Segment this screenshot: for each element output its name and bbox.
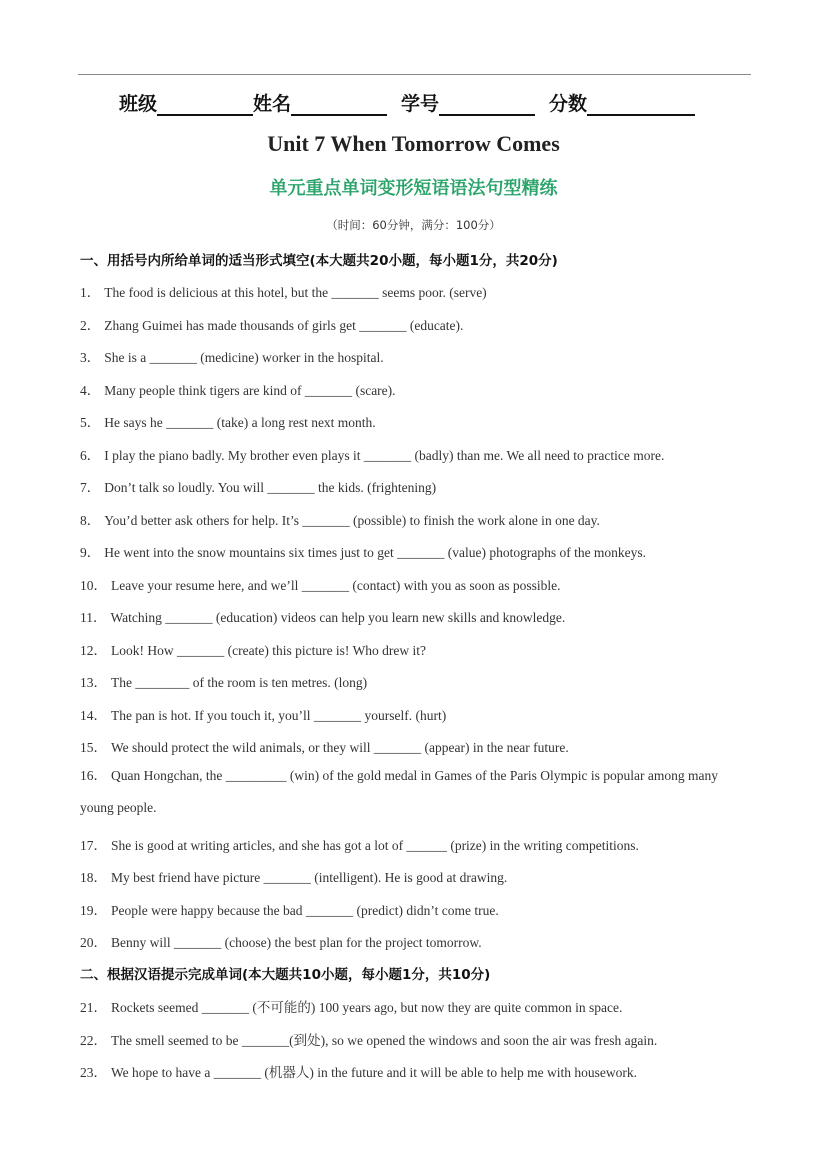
question-number: 21． (80, 1000, 107, 1015)
question-number: 4． (80, 383, 101, 398)
question-text: People were happy because the bad _______ (predict) didn’t come true. (111, 903, 499, 918)
question-item (80, 444, 730, 464)
class-blank[interactable] (157, 92, 253, 116)
question-text: Leave your resume here, and we’ll _______ (contact) with you as soon as possible. (111, 578, 561, 593)
top-rule (78, 74, 751, 75)
question-number: 22． (80, 1033, 107, 1048)
question-item (80, 1029, 730, 1049)
question-number: 17． (80, 838, 107, 853)
question-item (80, 1061, 730, 1081)
question-item (80, 606, 730, 626)
question-item (80, 639, 730, 659)
question-text: He says he _______ (take) a long rest next month. (104, 415, 376, 430)
question-text: Look! How _______ (create) this picture is! Who drew it? (111, 643, 427, 658)
question-item (80, 411, 730, 431)
question-item (80, 834, 730, 854)
question-text: We hope to have a _______ (机器人) in the future and it will be able to help me with housework. (111, 1065, 638, 1080)
student-no-label: 学号 (401, 93, 440, 115)
question-item (80, 760, 730, 824)
question-item (80, 671, 730, 691)
name-field (253, 89, 387, 116)
question-text: Zhang Guimei has made thousands of girls get _______ (educate). (104, 318, 464, 333)
question-text: He went into the snow mountains six times just to get _______ (value) photographs of the monkeys. (104, 545, 647, 560)
question-text: We should protect the wild animals, or they will _______ (appear) in the near future. (111, 740, 569, 755)
question-text: Don’t talk so loudly. You will _______ the kids. (frightening) (104, 480, 437, 495)
question-item (80, 476, 730, 496)
question-item (80, 931, 730, 951)
question-text: She is a _______ (medicine) worker in the hospital. (104, 350, 384, 365)
question-item (80, 704, 730, 724)
question-item (80, 736, 730, 756)
question-item (80, 314, 730, 334)
student-no-blank[interactable] (439, 92, 535, 116)
question-number: 1． (80, 285, 101, 300)
question-number: 10． (80, 578, 107, 593)
page-subtitle: 单元重点单词变形短语语法句型精练 (269, 178, 558, 199)
question-number: 12． (80, 643, 107, 658)
section-2-heading: 二、根据汉语提示完成单词(本大题共10小题，每小题1分，共10分) (80, 967, 491, 983)
question-item (80, 346, 730, 366)
student-info-row (119, 88, 719, 116)
question-text: The ________ of the room is ten metres. (long) (111, 675, 368, 690)
question-number: 2． (80, 318, 101, 333)
question-item (80, 281, 730, 301)
student-no-field (401, 89, 535, 116)
question-number: 5． (80, 415, 101, 430)
question-number: 20． (80, 935, 107, 950)
question-text: Benny will _______ (choose) the best plan for the project tomorrow. (111, 935, 482, 950)
question-text: You’d better ask others for help. It’s _______ (possible) to finish the work alone in one day. (104, 513, 600, 528)
name-label: 姓名 (253, 93, 292, 115)
question-item (80, 509, 730, 529)
class-field (119, 89, 253, 116)
question-number: 18． (80, 870, 107, 885)
question-text: Quan Hongchan, the _________ (win) of the gold medal in Games of the Paris Olympic is popular among many young people. (80, 768, 719, 815)
question-number: 15． (80, 740, 107, 755)
score-blank[interactable] (587, 92, 695, 116)
question-number: 3． (80, 350, 101, 365)
question-text: Rockets seemed _______ (不可能的) 100 years ago, but now they are quite common in space. (111, 1000, 623, 1015)
question-text: The food is delicious at this hotel, but the _______ seems poor. (serve) (104, 285, 487, 300)
question-number: 7． (80, 480, 101, 495)
score-field (549, 89, 695, 116)
time-note: （时间：60分钟，满分：100分） (326, 218, 501, 232)
question-number: 11． (80, 610, 107, 625)
question-text: Many people think tigers are kind of _______ (scare). (104, 383, 396, 398)
question-item (80, 866, 730, 886)
question-text: The pan is hot. If you touch it, you’ll _______ yourself. (hurt) (111, 708, 447, 723)
class-label: 班级 (119, 93, 158, 115)
question-number: 23． (80, 1065, 107, 1080)
score-label: 分数 (549, 93, 588, 115)
question-text: She is good at writing articles, and she has got a lot of ______ (prize) in the writing competitions. (111, 838, 639, 853)
question-item (80, 899, 730, 919)
question-text: The smell seemed to be _______(到处), so we opened the windows and soon the air was fresh again. (111, 1033, 658, 1048)
question-text: I play the piano badly. My brother even plays it _______ (badly) than me. We all need to practice more. (104, 448, 665, 463)
question-item (80, 379, 730, 399)
section-1-heading: 一、用括号内所给单词的适当形式填空(本大题共20小题，每小题1分，共20分) (80, 253, 558, 269)
question-number: 13． (80, 675, 107, 690)
name-blank[interactable] (291, 92, 387, 116)
question-number: 8． (80, 513, 101, 528)
question-number: 9． (80, 545, 101, 560)
page-title: Unit 7 When Tomorrow Comes (267, 131, 560, 156)
question-number: 14． (80, 708, 107, 723)
question-item (80, 996, 730, 1016)
question-number: 6． (80, 448, 101, 463)
question-text: Watching _______ (education) videos can help you learn new skills and knowledge. (110, 610, 566, 625)
question-item (80, 541, 730, 561)
question-number: 16． (80, 768, 107, 783)
question-text: My best friend have picture _______ (intelligent). He is good at drawing. (111, 870, 508, 885)
question-number: 19． (80, 903, 107, 918)
question-item (80, 574, 730, 594)
